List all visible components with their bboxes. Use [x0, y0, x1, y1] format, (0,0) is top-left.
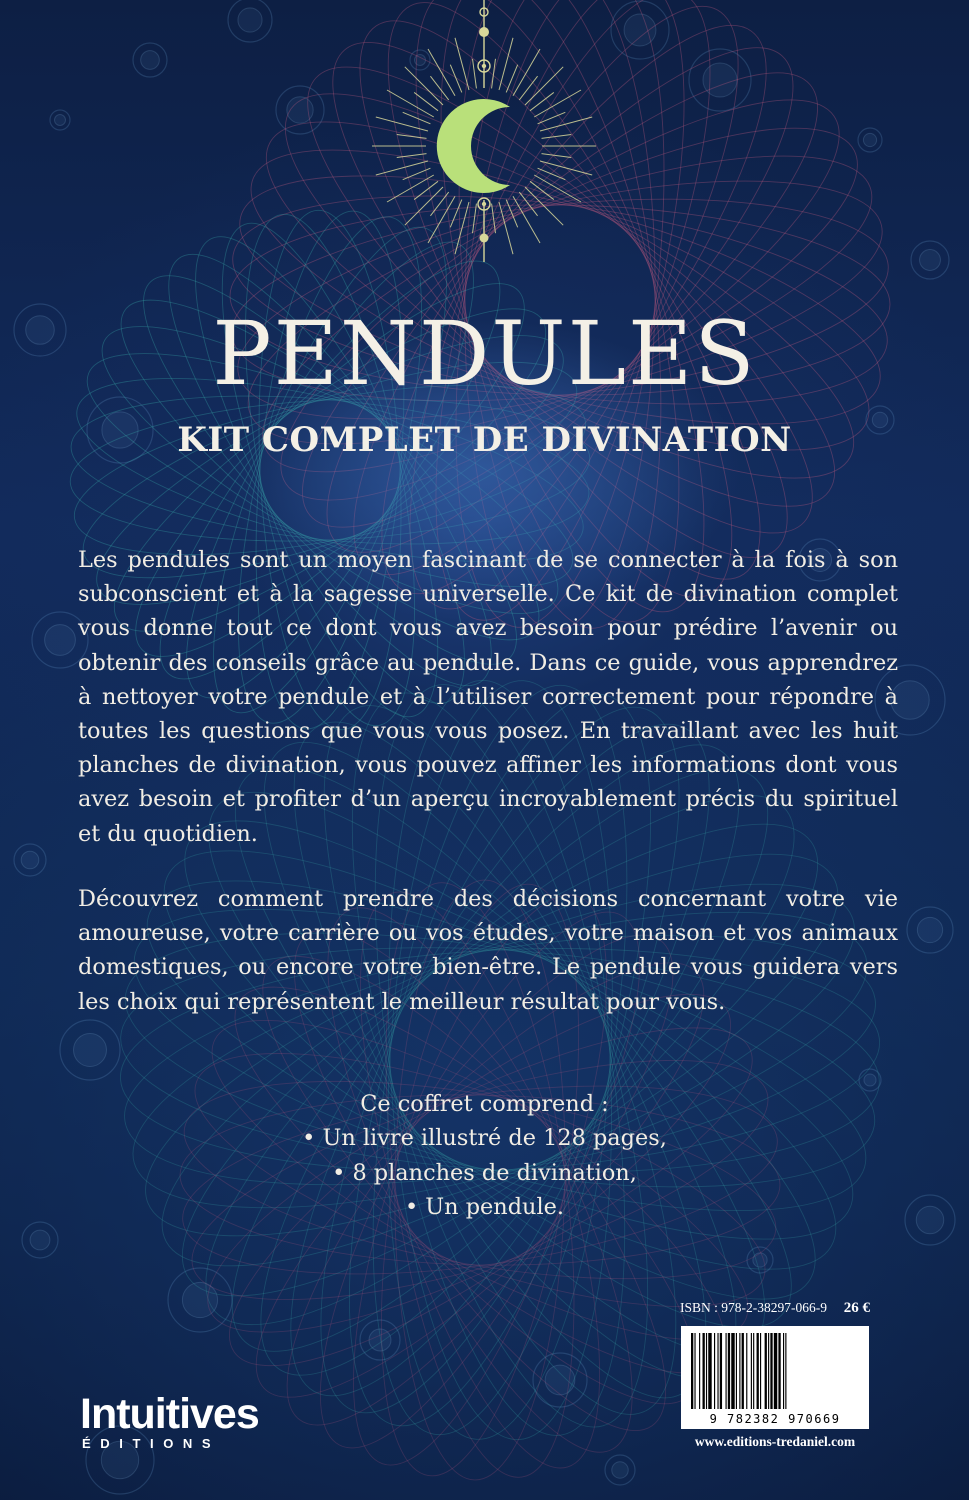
ray-line	[450, 200, 461, 228]
book-title: PENDULES	[212, 302, 757, 405]
barcode-bar	[691, 1333, 693, 1409]
bokeh-circle	[863, 133, 876, 146]
barcode-bar	[694, 1333, 695, 1409]
contents-item-boards: • 8 planches de divination,	[332, 1159, 637, 1186]
bokeh-circle	[864, 1074, 876, 1086]
spiro-line	[115, 778, 885, 1342]
barcode-bar	[760, 1333, 761, 1409]
bokeh-circle	[238, 8, 262, 32]
barcode-bar	[731, 1333, 734, 1409]
barcode-number: 9 782382 970669	[709, 1412, 841, 1426]
box-contents	[0, 1087, 969, 1225]
barcode-bar	[753, 1333, 754, 1409]
ray-line	[403, 112, 431, 123]
barcode-bar	[751, 1333, 752, 1409]
bokeh-circle	[141, 51, 160, 70]
barcode-bar	[703, 1333, 705, 1409]
barcode-bar	[706, 1333, 707, 1409]
barcode-bar	[783, 1333, 784, 1409]
barcode-bar	[708, 1333, 711, 1409]
ray-line	[513, 196, 540, 243]
barcode-bar	[757, 1333, 759, 1409]
bokeh-circle	[45, 625, 76, 656]
barcode-bar	[728, 1333, 730, 1409]
barcode-bar	[770, 1333, 772, 1409]
spiro-line	[114, 782, 887, 1339]
contents-item-book: • Un livre illustré de 128 pages,	[302, 1125, 667, 1152]
ray-line	[542, 135, 572, 139]
ray-line	[542, 154, 572, 158]
ray-line	[397, 135, 427, 139]
ray-line	[450, 65, 461, 93]
description-paragraph-2: Découvrez comment prendre des décisions concernant votre vie amoureuse, votre carrière ou vos études, votre maison et vos animaux domestiques, ou encore votre bien-être. Le pendule vous guidera vers les choix qui représentent le meilleur résultat pour vous.	[78, 886, 898, 1015]
book-subtitle: KIT COMPLET DE DIVINATION	[177, 420, 792, 460]
contents-heading: Ce coffret comprend :	[360, 1091, 609, 1117]
barcode-bars	[689, 1333, 861, 1409]
barcode-bar	[774, 1333, 777, 1409]
bokeh-circle	[917, 917, 942, 942]
ray-line	[387, 175, 434, 202]
bokeh-circle	[920, 250, 941, 271]
barcode-bar	[714, 1333, 715, 1409]
barcode-bar	[720, 1333, 722, 1409]
description-paragraph-1: Les pendules sont un moyen fascinant de se connecter à la fois à son subconscient et à la sagesse universelle. Ce kit de divination complet vous donne tout ce dont vous avez besoin pour prédire l’avenir ou obtenir des conseils grâce au pendule. Dans ce guide, vous apprendrez à nettoyer votre pendule et à l’utiliser correctement pour répondre à toutes les questions que vous vous posez. En travaillant avec les huit planches de divination, vous pouvez affiner les informations dont vous avez besoin et profiter d’un aperçu incroyablement précis du spirituel et du quotidien.	[78, 547, 898, 847]
bokeh-circle	[21, 851, 39, 869]
contents-item-pendulum: • Un pendule.	[404, 1194, 565, 1221]
barcode-bar	[746, 1333, 747, 1409]
barcode	[681, 1326, 869, 1429]
isbn-text: ISBN : 978-2-38297-066-9	[680, 1300, 827, 1315]
publisher-logo-name: Intuitives	[80, 1390, 259, 1438]
barcode-bar	[765, 1333, 767, 1409]
barcode-bar	[699, 1333, 700, 1409]
barcode-bar	[778, 1333, 780, 1409]
bokeh-circle	[703, 63, 737, 97]
ray-line	[538, 168, 566, 179]
price-text: 26 €	[843, 1300, 870, 1316]
ray-line	[473, 204, 477, 234]
barcode-bar	[726, 1333, 727, 1409]
barcode-bar	[785, 1333, 786, 1409]
ray-line	[387, 90, 434, 117]
isbn-price-row	[680, 1300, 870, 1317]
barcode-bar	[739, 1333, 740, 1409]
barcode-bar	[717, 1333, 718, 1409]
ray-line	[473, 59, 477, 89]
barcode-bar	[742, 1333, 744, 1409]
bokeh-circle	[74, 1034, 107, 1067]
bokeh-circle	[612, 1462, 629, 1479]
ray-line	[506, 65, 517, 93]
publisher-website: www.editions-tredaniel.com	[694, 1434, 856, 1449]
bokeh-circle	[624, 14, 656, 46]
barcode-bar	[736, 1333, 737, 1409]
ray-line	[506, 200, 517, 228]
publisher-logo-sub: ÉDITIONS	[82, 1436, 221, 1451]
barcode-bar	[768, 1333, 769, 1409]
bokeh-circle	[55, 115, 66, 126]
bokeh-circle	[30, 1230, 50, 1250]
